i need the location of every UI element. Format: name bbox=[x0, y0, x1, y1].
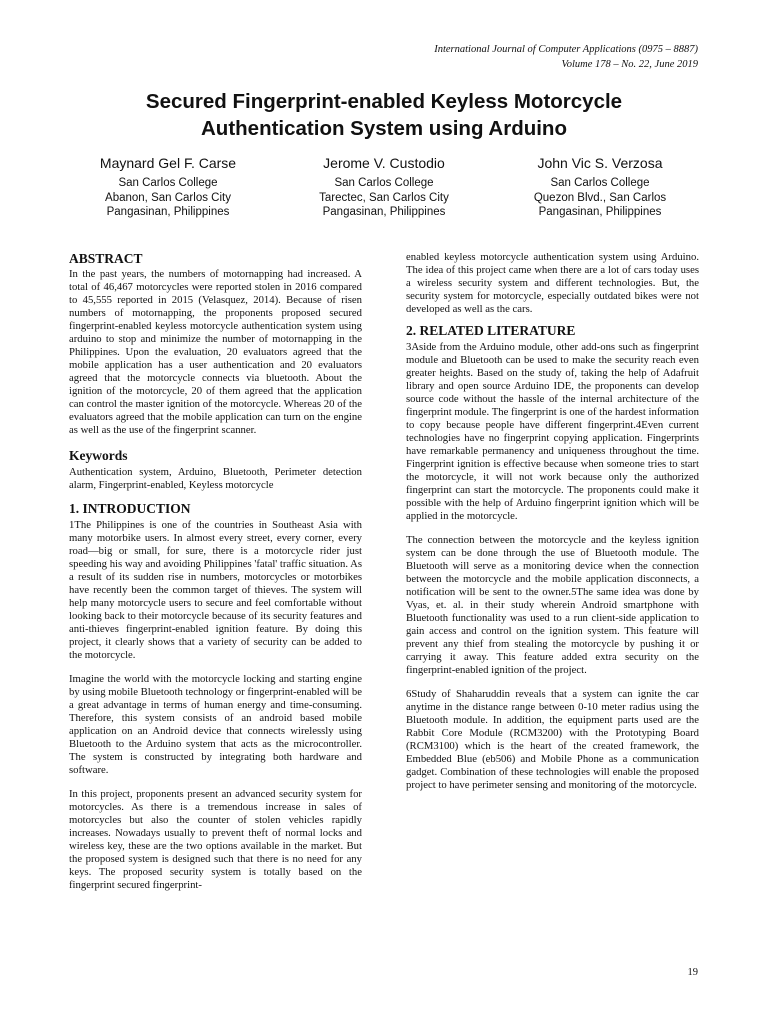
related-paragraph-2: The connection between the motorcycle and the keyless ignition system can be done through the use of Bluetooth module. The Bluetooth will serve as a monitoring device when the connection between the motorcycle and the mobile application disconnects, a notification will be sent to the owner.5The same idea was done by Vyas, et. al. in their study wherein Android smartphone with Bluetooth functionality was used to a run client-side application to gain access and control on the ignition system. This feature will prevent any thief from stealing the motorcycle by pushing it or carrying it away. This feature added extra security on the fingerprint-enabled ignition of the project. bbox=[406, 534, 699, 676]
author-affiliation: San Carlos College bbox=[118, 177, 218, 189]
author-address: Abanon, San Carlos City bbox=[105, 191, 231, 204]
author-address: Quezon Blvd., San Carlos bbox=[533, 191, 667, 204]
keywords-heading: Keywords bbox=[69, 448, 128, 463]
abstract-heading: ABSTRACT bbox=[69, 251, 143, 266]
paper-title bbox=[0, 88, 768, 142]
related-paragraph-1: 3Aside from the Arduino module, other add-ons such as fingerprint module and Bluetooth can be used to make the security reach even greater heights. Based on the study of, taking the help of Adafruit library and open source Arduino IDE, the proponents can develop source code without the hassle of the internal architecture of the fingerprint module. The fingerprint is one of the hardest information to copy because people have different fingerprint.4Even current technologies have no fingerprint copying application. Fingerprints have remarkable permanency and uniqueness throughout the time. Fingerprint ignition is effective because when someone tries to start the motorcycle, it will not work because only the authorized fingerprint can start the motorcycle. The proponents could make it possible with the help of Arduino fingerprint ignition which will be applied in the motorcycle. bbox=[406, 341, 699, 522]
related-literature-heading: 2. RELATED LITERATURE bbox=[406, 323, 576, 338]
author-2 bbox=[276, 153, 492, 220]
author-affiliation: San Carlos College bbox=[550, 177, 650, 189]
introduction-paragraph-3: In this project, proponents present an advanced security system for motorcycles. As there is a tremendous increase in sales of motorcycles but also the counter of stolen vehicles rapidly increases. Nowadays usually to prevent theft of normal locks and wireless key, these are the two options available in the market. But the proposed system is designed such that there is no need for any keys. The proposed security system is totally based on the fingerprint secured fingerprint- bbox=[69, 788, 362, 891]
introduction-heading: 1. INTRODUCTION bbox=[69, 501, 191, 516]
author-block bbox=[60, 153, 708, 220]
introduction-continued: enabled keyless motorcycle authentication system using Arduino. The idea of this project came when there are a lot of cars today uses a wireless security system and different technologies. But, the security system for motorcycle, especially outdated bikes were not developed as well as the cars. bbox=[406, 251, 699, 315]
author-name: Maynard Gel F. Carse bbox=[99, 155, 237, 171]
author-address: Tarectec, San Carlos City bbox=[319, 191, 449, 204]
author-1 bbox=[60, 153, 276, 220]
title-line-2: Authentication System using Arduino bbox=[201, 117, 567, 140]
title-line-1: Secured Fingerprint-enabled Keyless Motorcycle bbox=[145, 90, 623, 113]
author-region: Pangasinan, Philippines bbox=[322, 206, 446, 218]
introduction-paragraph-1: 1The Philippines is one of the countries in Southeast Asia with many motorbike users. In almost every street, every corner, every road—big or small, for sure, there is a motorcycle rider just speeding his way and avoiding Philippines 'fatal' traffic situation. As a result of its sudden rise in numbers, motorcycles or motorbikes have recently been the common target of thieves. The system will help many motorcycle users to secure and feel comfortable without looking back to their motorcycle because of its security features and anti-thieves fingerprint-enabled ignition feature. By doing this project, it clearly shows that a variety of security can be added to the motorcycle. bbox=[69, 519, 362, 661]
author-region: Pangasinan, Philippines bbox=[106, 206, 230, 218]
author-name: John Vic S. Verzosa bbox=[537, 155, 663, 171]
related-paragraph-3: 6Study of Shaharuddin reveals that a system can ignite the car anytime in the distance range between 0-10 meter radius using the Bluetooth module. In addition, the equipment parts used are the Rabbit Core Module (RCM3200) with the Prototyping Board (RCM3100) which is the heart of the created framework, the Embedded Blue (eb506) and Mobile Phone as a communication gadget. Combination of these technologies will enable the proposed project to have perimeter sensing and monitoring of the motorcycle. bbox=[406, 688, 699, 791]
author-affiliation: San Carlos College bbox=[334, 177, 434, 189]
author-name: Jerome V. Custodio bbox=[323, 155, 445, 171]
journal-name: International Journal of Computer Applications (0975 – 8887) bbox=[434, 44, 698, 55]
abstract-text: In the past years, the numbers of motornapping had increased. A total of 46,467 motorcycles were reported stolen in 2016 compared to 45,555 reported in 2015 (Velasquez, 2014). Because of risen numbers of motornapping, the proponents proposed secured fingerprint-enabled keyless motorcycle authentication system using arduino to stop and minimize the number of motornapping in the Philippines. Upon the evaluation, 20 evaluators agreed that the mobile application has a user authentication and 20 evaluators agreed that the motorcycle connects via bluetooth. About the ignition of the motorcycle, 20 of them agreed that the application can control the master ignition of the motorcycle. Whereas 20 of the evaluators agreed that the mobile application can turn on the engine as well as the use of the fingerprint scanner. bbox=[69, 268, 362, 436]
author-3 bbox=[492, 153, 708, 220]
page-number: 19 bbox=[687, 967, 698, 978]
journal-volume: Volume 178 – No. 22, June 2019 bbox=[561, 59, 698, 70]
left-column bbox=[69, 250, 362, 892]
journal-header bbox=[434, 42, 698, 72]
right-column bbox=[406, 251, 699, 792]
author-region: Pangasinan, Philippines bbox=[538, 206, 662, 218]
keywords-text: Authentication system, Arduino, Bluetooth, Perimeter detection alarm, Fingerprint-enabled, Keyless motorcycle bbox=[69, 466, 362, 491]
introduction-paragraph-2: Imagine the world with the motorcycle locking and starting engine by using mobile Bluetooth technology or fingerprint-enabled will be a great advantage in terms of human energy and time-consuming. Therefore, this system consists of an android based mobile application on an Android device that connects wirelessly using Bluetooth to the Arduino system that acts as the microcontroller. The system is constructed by integrating both hardware and software. bbox=[69, 673, 362, 776]
